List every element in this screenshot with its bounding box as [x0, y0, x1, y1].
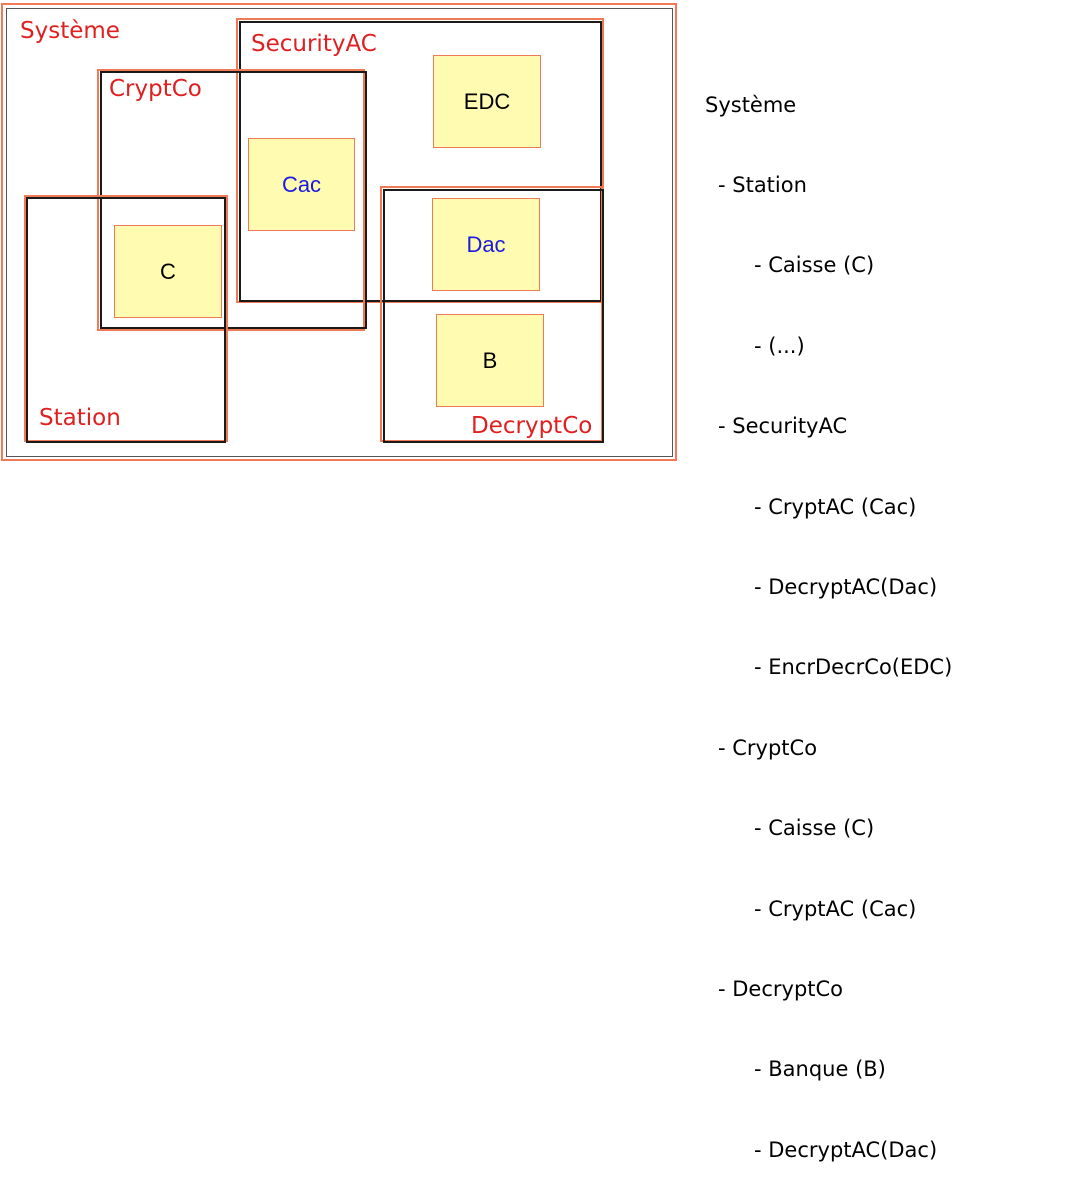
tree-line: - CryptAC (Cac)	[754, 896, 917, 921]
label-cryptco: CryptCo	[109, 76, 202, 102]
label-securityac: SecurityAC	[251, 31, 377, 57]
component-edc: EDC	[433, 55, 541, 148]
component-cac: Cac	[248, 138, 355, 231]
label-station: Station	[39, 405, 121, 431]
tree-line: - (...)	[754, 333, 805, 358]
hierarchy-tree	[705, 38, 952, 1190]
component-dac: Dac	[432, 198, 540, 291]
tree-line: - DecryptAC(Dac)	[754, 1137, 938, 1162]
tree-line: - CryptCo	[718, 735, 818, 760]
label-systeme: Système	[20, 18, 120, 44]
tree-line: - Station	[718, 172, 807, 197]
component-b: B	[436, 314, 544, 407]
label-decryptco: DecryptCo	[471, 413, 593, 439]
tree-line: Système	[705, 92, 797, 117]
tree-line: - EncrDecrCo(EDC)	[754, 655, 953, 680]
tree-line: - Caisse (C)	[754, 816, 875, 841]
tree-line: - SecurityAC	[718, 414, 848, 439]
tree-line: - CryptAC (Cac)	[754, 494, 917, 519]
tree-line: - DecryptAC(Dac)	[754, 574, 938, 599]
tree-line: - DecryptCo	[718, 976, 844, 1001]
tree-line: - Caisse (C)	[754, 253, 875, 278]
component-c: C	[114, 225, 222, 318]
tree-line: - Banque (B)	[754, 1057, 886, 1082]
